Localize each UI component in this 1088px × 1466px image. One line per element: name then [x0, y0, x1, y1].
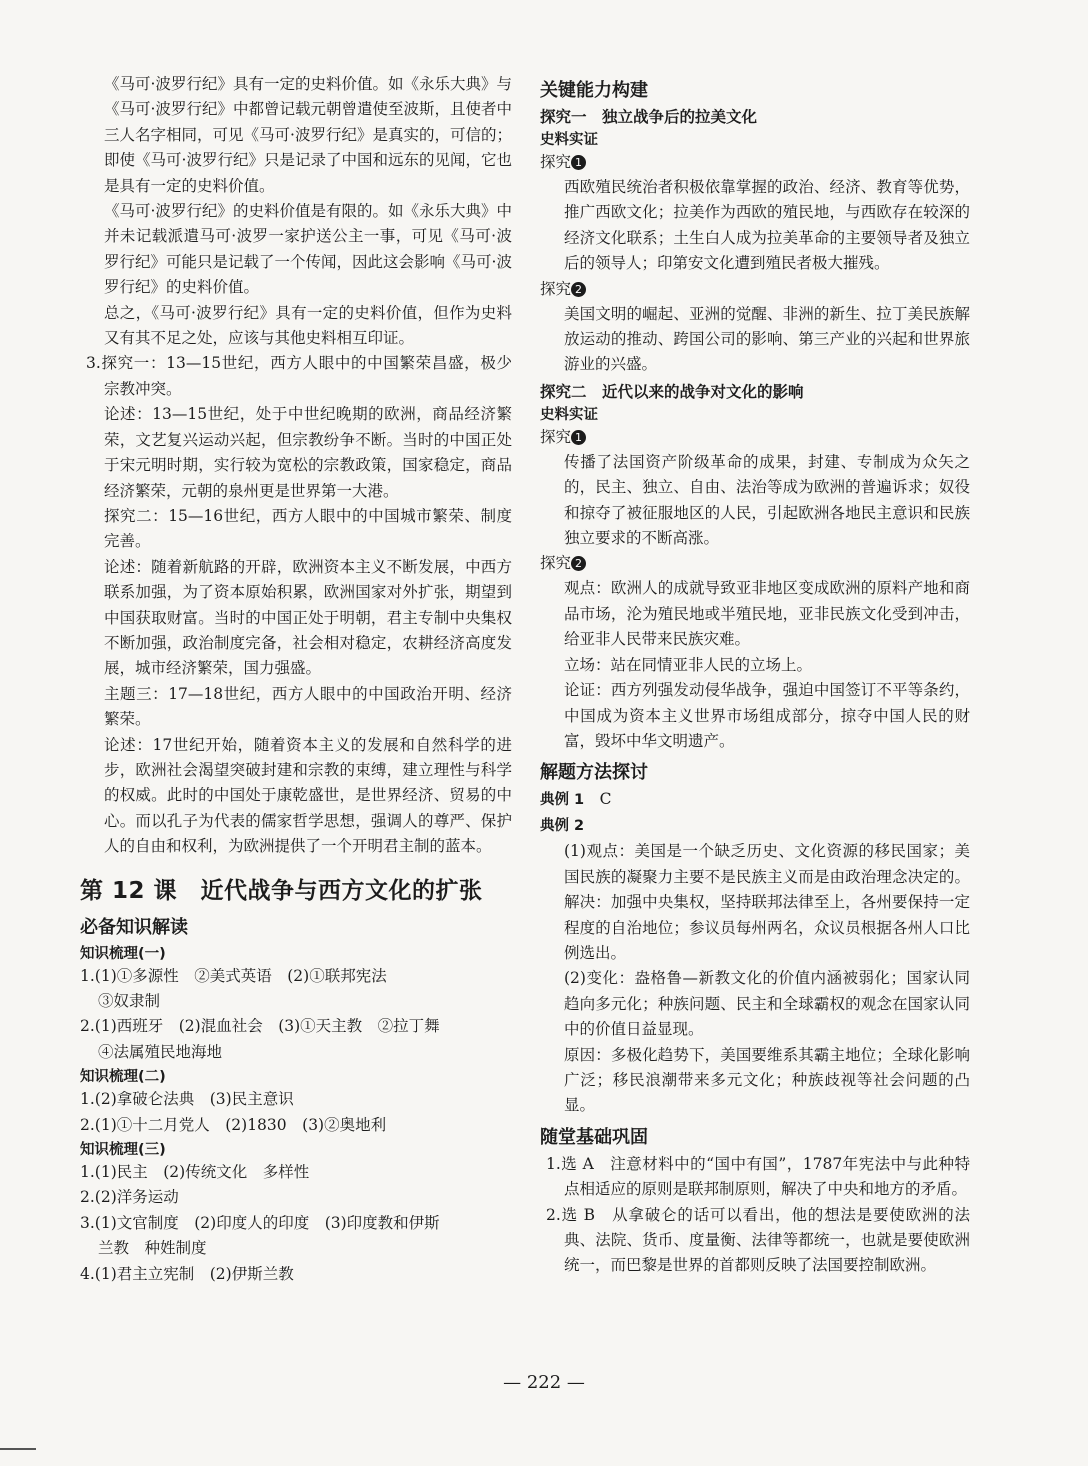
section-heading: 关键能力构建 — [540, 80, 648, 101]
paragraph: 主题三：17—18世纪，西方人眼中的中国政治开明、经济繁荣。 — [104, 684, 512, 729]
paragraph: (1)观点：美国是一个缺乏历史、文化资源的移民国家；美国民族的凝聚力主要不是民族主义而是由政治理念决定的。解决：加强中央集权，坚持联邦法律至上，各州要保持一定程度的自治地位；参议员每州两名，众议员根据各州人口比例选出。 — [564, 842, 970, 962]
example-label: 典例 2 — [540, 818, 585, 835]
probe-text: 探究 — [540, 554, 572, 573]
paragraph: 美国文明的崛起、亚洲的觉醒、非洲的新生、拉丁美民族解放运动的推动、跨国公司的影响、第三产业的兴起和世界旅游业的兴盛。 — [564, 304, 970, 374]
number-2-icon: 2 — [571, 282, 586, 297]
list-item: 2.选 B 从拿破仑的话可以看出，他的想法是要使欧洲的法典、法院、货币、度量衡、法律等都统一，也就是要使欧洲统一，而巴黎是世界的首都则反映了法国要控制欧洲。 — [546, 1205, 970, 1275]
paragraph: 论述：17世纪开始，随着资本主义的发展和自然科学的进步，欧洲社会渴望突破封建和宗教的束缚，建立理性与科学的权威。此时的中国处于康乾盛世，是世界经济、贸易的中心。而以孔子为代表的儒家哲学思想，强调人的尊严、保护人的自由和权利，为欧洲提供了一个开明君主制的蓝本。 — [104, 735, 512, 856]
paragraph: 西欧殖民统治者积极依靠掌握的政治、经济、教育等优势，推广西欧文化；拉美作为西欧的殖民地，与西欧存在较深的经济文化联系；土生白人成为拉美革命的主要领导者及独立后的领导人；印第安文化遭到殖民者极大摧残。 — [564, 178, 970, 273]
subheading: 知识梳理(三) — [80, 1142, 166, 1159]
paragraph: 立场：站在同情亚非人民的立场上。 — [564, 655, 813, 674]
number-1-icon: 1 — [571, 155, 586, 170]
example-2 — [540, 813, 970, 839]
subheading: 知识梳理(一) — [80, 945, 166, 962]
evidence-label: 史料实证 — [540, 132, 598, 148]
list-item: 1.(2)拿破仑法典 (3)民主意识 — [80, 1090, 294, 1109]
list-item: 1.选 A 注意材料中的“国中有国”，1787年宪法中与此种特点相适应的原则是联邦制原则，解决了中央和地方的矛盾。 — [546, 1154, 970, 1199]
paragraph: 原因：多极化趋势下，美国要维系其霸主地位；全球化影响广泛；移民浪潮带来多元文化；种族歧视等社会问题的凸显。 — [564, 1045, 970, 1115]
right-column — [540, 72, 970, 1279]
subheading: 知识梳理(二) — [80, 1069, 166, 1086]
paragraph: 《马可·波罗行纪》具有一定的史料价值。如《永乐大典》与《马可·波罗行纪》中都曾记载元朝曾遣使至波斯，且使者中三人名字相同，可见《马可·波罗行纪》是真实的，可信的；即使《马可·波罗行纪》只是记录了中国和远东的见闻，它也是具有一定的史料价值。 — [104, 75, 512, 195]
corner-mark — [0, 1448, 36, 1455]
section-heading: 随堂基础巩固 — [540, 1126, 648, 1148]
paragraph: 观点：欧洲人的成就导致亚非地区变成欧洲的原料产地和商品市场，沦为殖民地或半殖民地，亚非民族文化受到冲击，给亚非人民带来民族灾难。 — [564, 579, 970, 649]
paragraph: 论述：13—15世纪，处于中世纪晚期的欧洲，商品经济繁荣，文艺复兴运动兴起，但宗教纷争不断。当时的中国正处于宋元明时期，实行较为宽松的宗教政策，国家稳定，商品经济繁荣，元朝的泉州更是世界第一大港。 — [104, 405, 512, 500]
list-item: 4.(1)君主立宪制 (2)伊斯兰教 — [80, 1264, 294, 1283]
list-item: 3.(1)文官制度 (2)印度人的印度 (3)印度教和伊斯 — [80, 1213, 440, 1232]
number-1-icon: 1 — [571, 430, 586, 445]
paragraph: (2)变化：盎格鲁—新教文化的价值内涵被弱化；国家认同趋向多元化；种族问题、民主和全球霸权的观念在国家认同中的价值日益显现。 — [564, 969, 970, 1039]
paragraph: 论述：随着新航路的开辟，欧洲资本主义不断发展，中西方联系加强，为了资本原始积累，欧洲国家对外扩张，期望到中国获取财富。当时的中国正处于明朝，君主专制中央集权不断加强，政治制度完备，社会相对稳定，农耕经济高度发展，城市经济繁荣，国力强盛。 — [104, 557, 512, 678]
list-item: 兰教 种姓制度 — [98, 1239, 207, 1258]
list-item: 2.(1)西班牙 (2)混血社会 (3)①天主教 ②拉丁舞 — [80, 1017, 440, 1036]
left-column — [80, 72, 512, 1287]
paragraph: 探究二：15—16世纪，西方人眼中的中国城市繁荣、制度完善。 — [104, 506, 512, 551]
lesson-title: 第 12 课 近代战争与西方文化的扩张 — [80, 877, 483, 904]
list-item: ④法属殖民地海地 — [98, 1042, 223, 1061]
section-heading: 必备知识解读 — [80, 916, 188, 938]
probe-text: 探究 — [540, 279, 572, 298]
list-item: 2.(1)①十二月党人 (2)1830 (3)②奥地利 — [80, 1115, 387, 1134]
list-item: 1.(1)民主 (2)传统文化 多样性 — [80, 1163, 310, 1182]
list-item: 3.探究一：13—15世纪，西方人眼中的中国繁荣昌盛，极少宗教冲突。 — [86, 354, 512, 398]
number-2-icon: 2 — [571, 556, 586, 571]
example-label: 典例 1 — [540, 792, 585, 809]
list-item: ③奴隶制 — [98, 992, 161, 1010]
example-1 — [540, 787, 970, 813]
probe-label — [540, 551, 970, 576]
probe-title: 探究一 独立战争后的拉美文化 — [540, 108, 758, 126]
section-heading: 解题方法探讨 — [540, 762, 648, 784]
probe-label — [540, 425, 970, 450]
example-answer: C — [599, 790, 612, 809]
probe-title: 探究二 近代以来的战争对文化的影响 — [540, 382, 804, 401]
probe-text: 探究 — [540, 153, 572, 171]
paragraph: 传播了法国资产阶级革命的成果，封建、专制成为众矢之的，民主、独立、自由、法治等成为欧洲的普遍诉求；奴役和掠夺了被征服地区的人民，引起欧洲各地民主意识和民族独立要求的不断高涨。 — [564, 452, 970, 548]
list-item: 1.(1)①多源性 ②美式英语 (2)①联邦宪法 — [80, 966, 387, 985]
probe-label — [540, 150, 970, 175]
probe-text: 探究 — [540, 427, 572, 446]
evidence-label: 史料实证 — [540, 406, 598, 423]
paragraph: 《马可·波罗行纪》的史料价值是有限的。如《永乐大典》中并未记载派遣马可·波罗一家护送公主一事，可见《马可·波罗行纪》可能只是记载了一个传闻，因此这会影响《马可·波罗行纪》的史料价值。 — [104, 202, 512, 297]
paragraph: 总之，《马可·波罗行纪》具有一定的史料价值，但作为史料又有其不足之处，应该与其他史料相互印证。 — [104, 303, 512, 348]
probe-label — [540, 277, 970, 302]
list-item: 2.(2)洋务运动 — [80, 1188, 179, 1207]
page-number: — 222 — — [503, 1372, 585, 1393]
paragraph: 论证：西方列强发动侵华战争，强迫中国签订不平等条约，中国成为资本主义世界市场组成部分，掠夺中国人民的财富，毁坏中华文明遗产。 — [564, 681, 970, 750]
